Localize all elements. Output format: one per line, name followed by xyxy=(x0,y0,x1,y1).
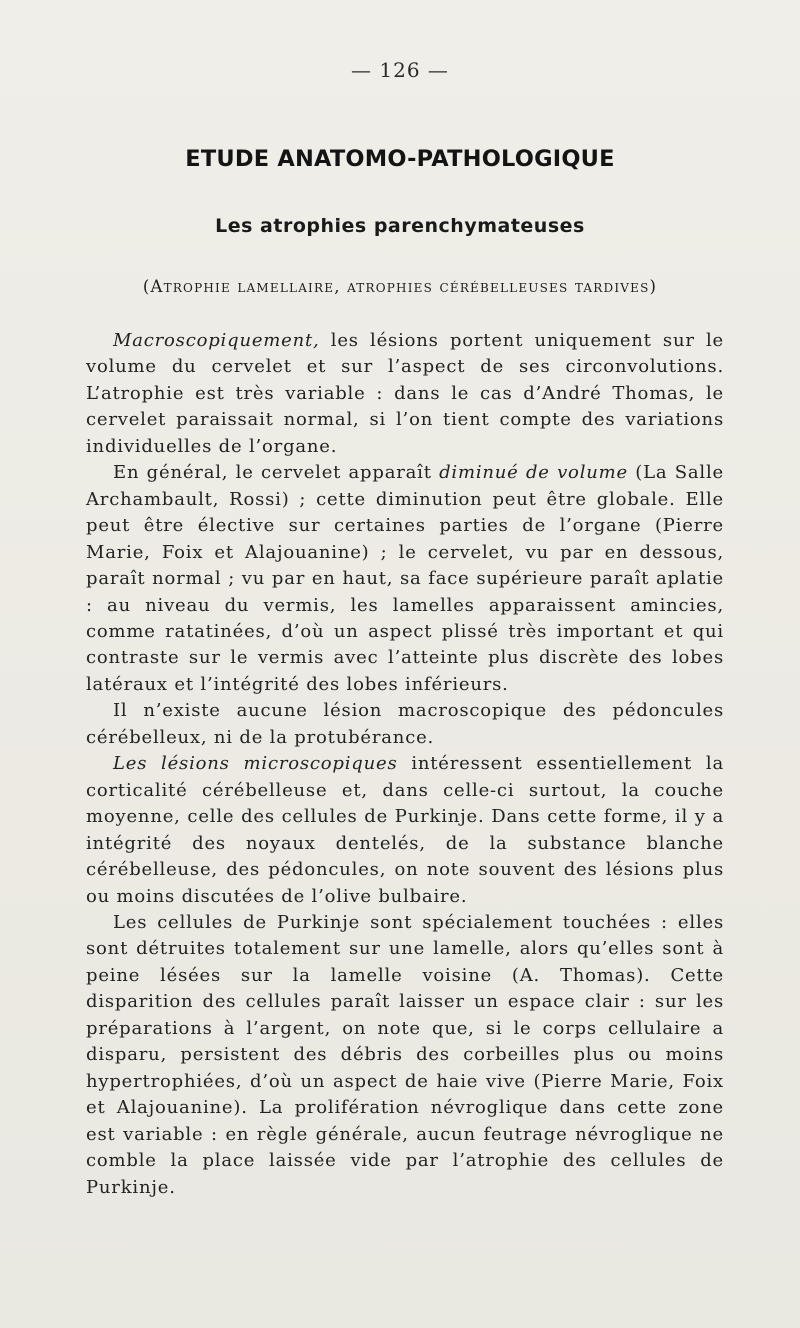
italic-lead: Macroscopiquement, xyxy=(113,330,320,351)
paragraph-purkinje xyxy=(86,910,724,1201)
section-parenthetical: (Atrophie lamellaire, atrophies cérébelleuses tardives) xyxy=(142,277,658,296)
paragraph-macroscopic xyxy=(86,328,724,460)
page-number: — 126 — xyxy=(351,58,449,82)
paragraph-general xyxy=(86,460,724,698)
paragraph-peduncles xyxy=(86,698,724,751)
body-text xyxy=(86,328,724,1201)
paragraph-text: les lésions portent uniquement sur le volume du cervelet et sur l’aspect de ses circonvolutions. L’atrophie est très variable : dans le cas d’André Thomas, le cervelet paraissait normal, si l’on tient compte des variations individuelles de l’organe. xyxy=(86,330,724,457)
paragraph-text: En général, le cervelet apparaît xyxy=(113,462,440,484)
paragraph-text: intéressent essentiellement la corticalité cérébelleuse et, dans celle-ci surtout, la couche moyenne, celle des cellules de Purkinje. Dans cette forme, il y a intégrité des noyaux dentelés, de la substance blanche cérébelleuse, des pédoncules, on note souvent des lésions plus ou moins discutées de l’olive bulbaire. xyxy=(86,753,724,907)
paragraph-text: Il n’existe aucune lésion macroscopique des pédoncules cérébelleux, ni de la protubérance. xyxy=(86,700,724,748)
chapter-title: ETUDE ANATOMO-PATHOLOGIQUE xyxy=(185,146,615,172)
paragraph-microscopic xyxy=(86,751,724,910)
paragraph-text: Les cellules de Purkinje sont spécialement touchées : elles sont détruites totalement sur une lamelle, alors qu’elles sont à peine lésées sur la lamelle voisine (A. Thomas). Cette disparition des cellules paraît laisser un espace clair : sur les préparations à l’argent, on note que, si le corps cellulaire a disparu, persistent des débris des corbeilles plus ou moins hypertrophiées, d’où un aspect de haie vive (Pierre Marie, Foix et Alajouanine). La prolifération névroglique dans cette zone est variable : en règle générale, aucun feutrage névroglique ne comble la place laissée vide par l’atrophie des cellules de Purkinje. xyxy=(86,911,724,1198)
paragraph-text: (La Salle Archambault, Rossi) ; cette diminution peut être globale. Elle peut être élective sur certaines parties de l’organe (Pierre Marie, Foix et Alajouanine) ; le cervelet, vu par en dessous, paraît normal ; vu par en haut, sa face supérieure paraît aplatie : au niveau du vermis, les lamelles apparaissent amincies, comme ratatinées, d’où un aspect plissé très important et qui contraste sur le vermis avec l’atteinte plus discrète des lobes latéraux et l’intégrité des lobes inférieurs. xyxy=(86,462,724,695)
italic-lead: Les lésions microscopiques xyxy=(113,753,398,775)
section-subtitle: Les atrophies parenchymateuses xyxy=(215,215,585,237)
italic-phrase: diminué de volume xyxy=(439,462,628,484)
